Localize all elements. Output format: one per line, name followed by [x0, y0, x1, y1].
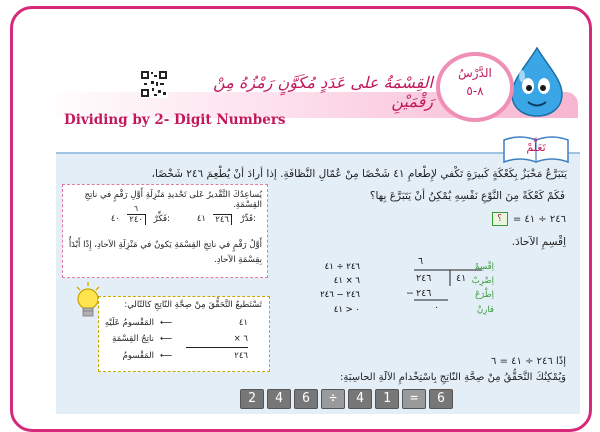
arrow-left-icon: ⟵ — [159, 318, 172, 328]
think-divisor: ٤٠ — [110, 214, 120, 224]
calc-key: 6 — [294, 389, 318, 409]
problem-text-line2: فَكَمْ كَعْكَةً مِنَ النَّوْعِ نَفْسِهِ يُمْكِنُ أنْ يَتَبَرَّعَ بِها؟ — [369, 190, 565, 202]
step-expr-divide: ٢٤٦ ÷ ٤١ — [324, 262, 360, 272]
answer-box: ؟ — [492, 212, 508, 226]
calc-key: 4 — [267, 389, 291, 409]
divide-instruction: اِقْسِمِ الآحادَ. — [511, 236, 566, 248]
estimate-divisor: ٤١ — [196, 214, 206, 224]
estimate-conclusion: أَوَّلُ رَقْمٍ في ناتِجِ القِسْمَةِ يَكونُ في مَنْزِلَةِ الآحادِ، إِذًا أَبْدَأُ بِقِسْمَةِ الآحادِ. — [68, 240, 262, 265]
step-expr-subtract: ٢٤٦ − ٢٤٦ — [320, 290, 360, 300]
check-divider — [186, 347, 248, 348]
lesson-label: الدَّرْسُ — [458, 66, 492, 80]
quotient: ٦ — [418, 256, 424, 267]
equation — [340, 212, 566, 226]
step-label-divide: اِقْسِمْ — [474, 262, 494, 272]
estimate-dividend: ٢٤٦ — [213, 214, 232, 225]
arrow-left-icon: ⟵ — [159, 334, 172, 344]
lesson-number: ٨-٥ — [466, 84, 484, 98]
step-expr-compare: ٠ < ٤١ — [333, 305, 360, 315]
page-title-english: Dividing by 2- Digit Numbers — [64, 112, 286, 128]
equation-left: ٢٤٦ ÷ ٤١ = — [512, 214, 566, 225]
step-label-multiply: اِضْرِبْ — [471, 276, 494, 286]
problem-text-line1: يَتَبَرَّعُ مَخْبَزٌ بِكَعْكَةٍ كَبيرَةٍ تَكْفي لإِطْعامِ ٤١ شَخْصًا مِنْ عُمّالِ النَّظافَةِ. إذا أرادَ أنْ يُطْعِمَ ٢٤٦ شَخْصًا، — [151, 168, 567, 180]
lesson-number-badge — [436, 52, 514, 122]
check-row-value: ٢٤٦ — [234, 351, 248, 361]
calc-key: 4 — [348, 389, 372, 409]
learn-label: تَعَلَّمْ — [526, 141, 546, 154]
estimate-label: قَدِّرْ: — [240, 214, 256, 224]
calc-key-result: 6 — [429, 389, 453, 409]
think-label: فَكِّرْ: — [153, 214, 170, 224]
calculator-keys — [240, 387, 456, 409]
calculator-instruction: وَيُمْكِنُكَ التَّحَقُّقُ مِنْ صِحَّةِ النّاتِجِ بِاسْتِخْدامِ الآلَةِ الحاسِبَةِ: — [340, 372, 566, 383]
calc-key-equals: = — [402, 389, 426, 409]
check-row-label: المَقْسومُ عَلَيْهِ — [104, 318, 154, 328]
check-title: تَسْتَطيعُ التَّحَقُّقَ مِنْ صِحَّةِ النّاتِجِ كالتّالي: — [124, 300, 262, 310]
dividend: ٢٤٦ — [416, 273, 432, 284]
step-expr-multiply: ٦ × ٤١ — [333, 276, 360, 286]
check-row-value: ٤١ — [238, 318, 248, 328]
page-title-arabic: القِسْمَةُ على عَدَدٍ مُكَوَّنٍ رَمْزُهُ مِنْ رَقْمَيْنِ — [213, 73, 433, 111]
calc-key: 1 — [375, 389, 399, 409]
arrow-left-icon: ⟵ — [159, 351, 172, 361]
minus-sign: − — [406, 288, 414, 299]
divisor: ٤١ — [456, 273, 467, 284]
step-label-subtract: اِطْرَحْ — [474, 290, 494, 300]
think-quotient: ٦ — [133, 204, 138, 213]
check-row-value: ٦ × — [233, 334, 248, 344]
calc-key-divide: ÷ — [321, 389, 345, 409]
step-label-compare: قارِنْ — [477, 305, 494, 315]
remainder-row: ٠ — [434, 302, 440, 313]
result-line: إذًا ٢٤٦ ÷ ٤١ = ٦ — [491, 356, 566, 367]
think-dividend: ٢٤٠ — [127, 214, 146, 225]
qr-code-icon — [140, 70, 168, 98]
product-row: ٢٤٦ — [416, 288, 432, 299]
estimate-row — [66, 204, 262, 232]
calc-key: 2 — [240, 389, 264, 409]
check-row-label: المَقْسومُ — [122, 351, 154, 361]
check-row-label: ناتِجُ القِسْمَةِ — [112, 334, 154, 344]
estimate-text: يُساعِدُكَ التَّقْديرُ عَلى تَحْديدِ مَنْزِلَةِ أَوَّلِ رَقْمٍ في ناتِجِ القِسْمَةِ. — [84, 190, 262, 210]
water-drop-mascot-icon — [506, 46, 568, 118]
